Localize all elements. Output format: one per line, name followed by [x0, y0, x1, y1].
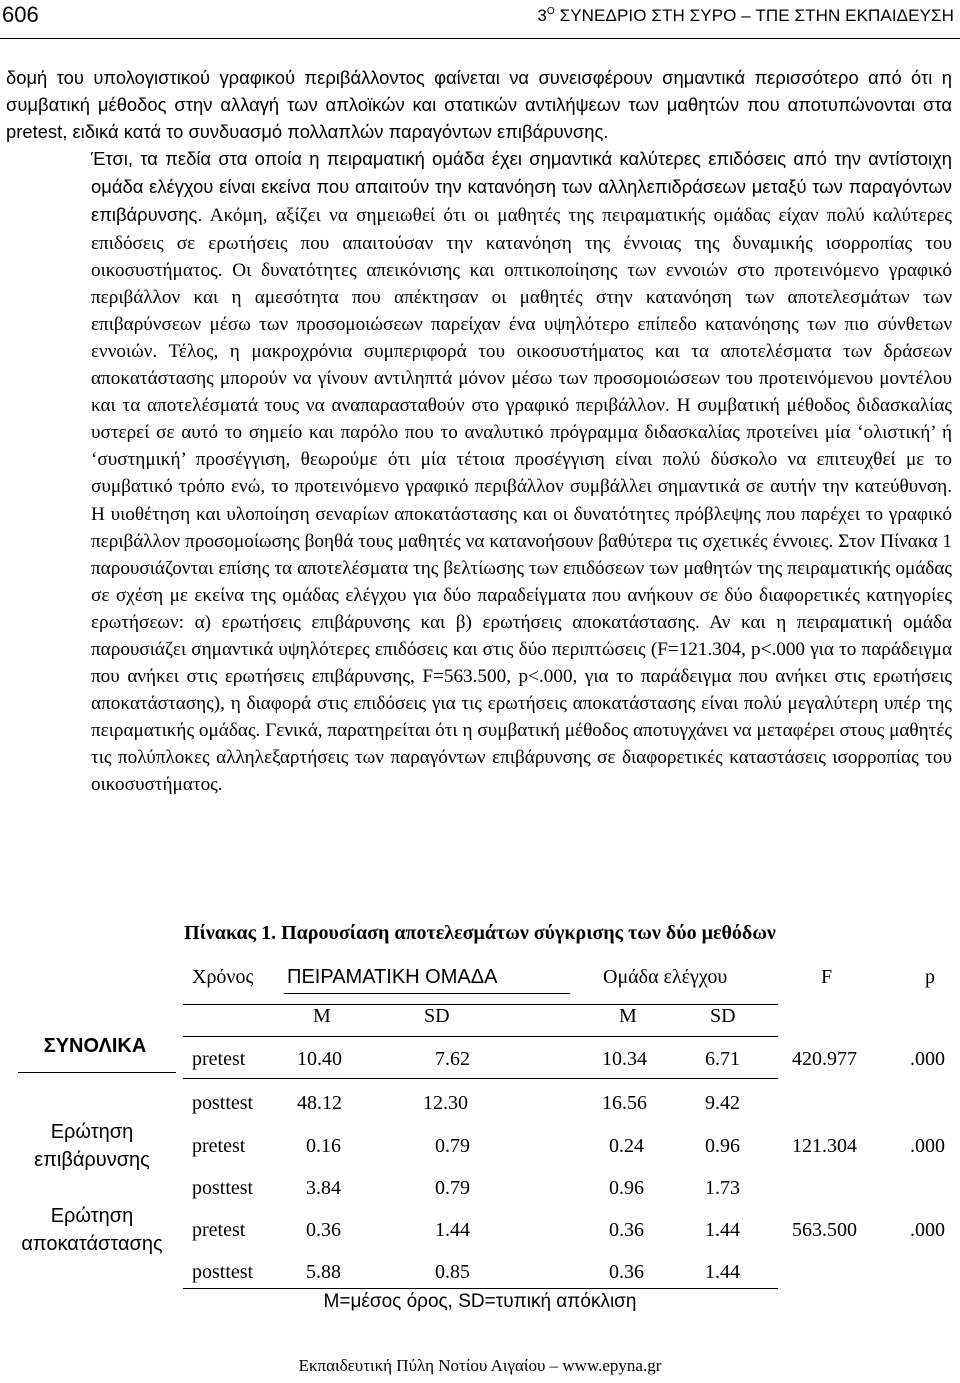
subheader-sd-control: SD	[710, 1005, 736, 1027]
results-table	[0, 960, 960, 1300]
col-header-control: Ομάδα ελέγχου	[603, 966, 728, 988]
row-4-sd-control: 1.73	[705, 1177, 740, 1199]
row-6-sd-control: 1.44	[705, 1261, 740, 1283]
col-header-experimental: ΠΕΙΡΑΜΑΤΙΚΗ ΟΜΑΔΑ	[287, 966, 498, 988]
subheader-m-control: M	[619, 1005, 637, 1027]
row-6-m-control: 0.36	[609, 1261, 644, 1283]
col-header-p: p	[925, 966, 935, 988]
paragraph-2-lead: Έτσι, τα πεδία στα οποία η πειραματική ομάδα έχει σημαντικά καλύτερες επιδόσεις από την αντίστοιχη ομάδα ελέγχου είναι εκείνα που απαιτούν την κατανόηση των αλληλεπιδράσεων μεταξύ των παραγόντων επιβάρυνσης.	[91, 148, 952, 226]
row-3-sd-experimental: 0.79	[435, 1135, 470, 1157]
row-3-time: pretest	[192, 1135, 246, 1157]
row-4-sd-experimental: 0.79	[435, 1177, 470, 1199]
page-header	[0, 2, 960, 36]
row-6-sd-experimental: 0.85	[435, 1261, 470, 1283]
body-text	[6, 64, 952, 799]
row-3-f: 121.304	[792, 1135, 857, 1157]
col-header-time: Χρόνος	[192, 966, 254, 988]
row-6-m-experimental: 5.88	[306, 1261, 341, 1283]
paragraph-2-body: Ακόμη, αξίζει να σημειωθεί ότι οι μαθητές της πειραματικής ομάδας είχαν πολύ καλύτερες επιδόσεις σε ερωτήσεις που απαιτούσαν την κατανόηση της έννοιας της δυναμικής ισορροπίας του οικοσυστήματος. Οι δυνατότητες απεικόνισης και οπτικοποίησης των εννοιών στο προτεινόμενο γραφικό περιβάλλον και η αμεσότητα που απέκτησαν οι μαθητές στην κατανόηση των αποτελεσμάτων των επιβαρύνσεων μέσω των προσομοιώσεων παρείχαν ένα υψηλότερο επίπεδο κατανόησης των πιο σύνθετων εννοιών. Τέλος, η μακροχρόνια συμπεριφορά του οικοσυστήματος και τα αποτελέσματα των δράσεων αποκατάστασης μπορούν να γίνουν αντιληπτά μόνον μέσω των προσομοιώσεων του προτεινόμενου μοντέλου και τα αποτελέσματά τους να αναπαρασταθούν στο γραφικό περιβάλλον. Η συμβατική μέθοδος διδασκαλίας υστερεί σε αυτό το σημείο και παρόλο που το αναλυτικό πρόγραμμα διδασκαλίας προτείνει μία ‘ολιστική’ ή ‘συστημική’ προσέγγιση, θεωρούμε ότι μία τέτοια προσέγγιση είναι πολύ δύσκολο να επιτευχθεί με το συμβατικό τρόπο ενώ, το προτεινόμενο γραφικό περιβάλλον συμβάλλει σημαντικά σε αυτήν την κατεύθυνση. Η υιοθέτηση και υλοποίηση σεναρίων αποκατάστασης και οι δυνατότητες πρόβλεψης που παρέχει το γραφικό περιβάλλον προσομοίωσης βοηθά τους μαθητές να κατανοήσουν βαθύτερα τις σχετικές έννοιες. Στον Πίνακα 1 παρουσιάζονται επίσης τα αποτελέσματα της βελτίωσης των επιδόσεων των μαθητών της πειραματικής ομάδας σε σχέση με εκείνα της ομάδας ελέγχου για δύο παραδείγματα που ανήκουν σε δύο διαφορετικές κατηγορίες ερωτήσεων: α) ερωτήσεις επιβάρυνσης και β) ερωτήσεις αποκατάστασης. Αν και η πειραματική ομάδα παρουσιάζει σημαντικά υψηλότερες επιδόσεις και στις δύο περιπτώσεις (F=121.304, p<.000 για το παράδειγμα που ανήκει στις ερωτήσεις επιβάρυνσης, F=563.500, p<.000, για το παράδειγμα που ανήκει στις ερωτήσεις αποκατάστασης), η διαφορά στις επιδόσεις για τις ερωτήσεις αποκατάστασης είναι πολύ μεγαλύτερη υπέρ της πειραματικής ομάδας. Γενικά, παρατηρείται ότι η συμβατική μέθοδος αποτυγχάνει να μεταφέρει στους μαθητές τις πολύπλοκες αλληλεξαρτήσεις των παραγόντων επιβάρυνσης σε διαφορετικές καταστάσεις ισορροπίας του οικοσυστήματος.	[91, 205, 952, 796]
header-rule-2	[183, 1036, 778, 1037]
page-footer: Εκπαιδευτική Πύλη Νοτίου Αιγαίου – www.epyna.gr	[298, 1356, 662, 1375]
row-5-time: pretest	[192, 1219, 246, 1241]
row-5-sd-experimental: 1.44	[435, 1219, 470, 1241]
group-label-total: ΣΥΝΟΛΙΚΑ	[43, 1035, 147, 1057]
paragraph-1: δομή του υπολογιστικού γραφικού περιβάλλοντος φαίνεται να συνεισφέρουν σημαντικά περισσότερο από ότι η συμβατική μέθοδος στην αλλαγή των απλοϊκών και στατικών αντιλήψεων των μαθητών που αποτυπώνονται στα pretest, ειδικά κατά το συνδυασμό πολλαπλών παραγόντων επιβάρυνσης.	[6, 67, 952, 143]
table-bottom-rule	[183, 1288, 778, 1289]
page-number: 606	[2, 2, 39, 27]
row-2-m-control: 16.56	[602, 1092, 647, 1114]
row-2-m-experimental: 48.12	[297, 1092, 342, 1114]
row-1-sd-control: 6.71	[705, 1048, 740, 1070]
row-2-time: posttest	[192, 1092, 254, 1114]
row-5-m-experimental: 0.36	[306, 1219, 341, 1241]
row-3-p: .000	[910, 1135, 945, 1157]
table-caption: Πίνακας 1. Παρουσίαση αποτελεσμάτων σύγκρισης των δύο μεθόδων	[184, 922, 776, 944]
row-1-m-experimental: 10.40	[297, 1048, 342, 1070]
row-4-m-experimental: 3.84	[306, 1177, 341, 1199]
running-title	[537, 6, 954, 26]
running-title-text: ΣΥΝΕΔΡΙΟ ΣΤΗ ΣΥΡΟ – ΤΠΕ ΣΤΗΝ ΕΚΠΑΙΔΕΥΣΗ	[554, 6, 954, 25]
row-2-sd-experimental: 12.30	[423, 1092, 468, 1114]
subheader-sd-experimental: SD	[424, 1005, 450, 1027]
group-label-restoration: Ερώτηση αποκατάστασης	[21, 1205, 163, 1255]
row-3-sd-control: 0.96	[705, 1135, 740, 1157]
row-1-time: pretest	[192, 1048, 246, 1070]
group-label-total-rule	[18, 1072, 176, 1073]
row-1-f: 420.977	[792, 1048, 857, 1070]
row-2-sd-control: 9.42	[705, 1092, 740, 1114]
subheader-m-experimental: M	[313, 1005, 331, 1027]
group-label-burden: Ερώτηση επιβάρυνσης	[34, 1121, 150, 1171]
row-6-time: posttest	[192, 1261, 254, 1283]
paragraph-2	[6, 145, 952, 798]
row-1-p: .000	[910, 1048, 945, 1070]
row-3-m-control: 0.24	[609, 1135, 644, 1157]
row-5-m-control: 0.36	[609, 1219, 644, 1241]
row-5-f: 563.500	[792, 1219, 857, 1241]
row-1-m-control: 10.34	[602, 1048, 647, 1070]
row-4-time: posttest	[192, 1177, 254, 1199]
header-rule-1	[183, 1004, 778, 1005]
row-rule-1	[183, 1078, 778, 1079]
row-1-sd-experimental: 7.62	[435, 1048, 470, 1070]
running-title-number: 3	[537, 6, 547, 25]
row-4-m-control: 0.96	[609, 1177, 644, 1199]
running-title-superscript: Ο	[546, 6, 555, 17]
row-3-m-experimental: 0.16	[306, 1135, 341, 1157]
row-5-p: .000	[910, 1219, 945, 1241]
experimental-underline	[284, 993, 570, 994]
row-5-sd-control: 1.44	[705, 1219, 740, 1241]
col-header-f: F	[821, 966, 833, 988]
header-rule	[0, 38, 960, 39]
table-note: M=μέσος όρος, SD=τυπική απόκλιση	[323, 1291, 637, 1312]
